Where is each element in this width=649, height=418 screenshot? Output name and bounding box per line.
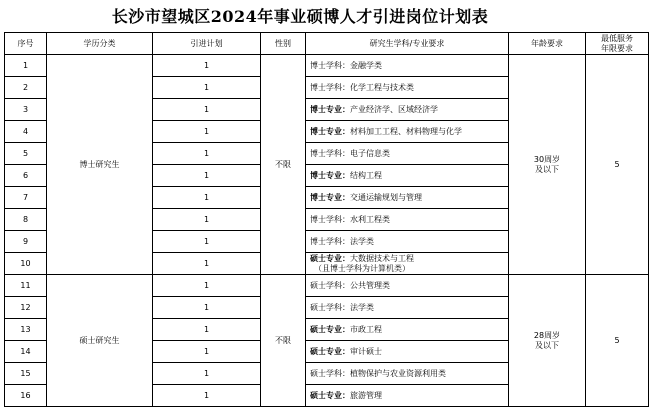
position-plan-table bbox=[4, 32, 649, 407]
requirement-label: 博士专业： bbox=[310, 104, 350, 114]
table-row bbox=[5, 55, 649, 77]
major-requirement bbox=[306, 77, 509, 99]
requirement-value: 植物保护与农业资源利用类 bbox=[350, 368, 446, 378]
plan-count: 1 bbox=[153, 121, 261, 143]
requirement-label: 硕士专业： bbox=[310, 390, 350, 400]
requirement-value: 金融学类 bbox=[350, 60, 382, 70]
age-line2: 及以下 bbox=[535, 340, 559, 350]
major-requirement bbox=[306, 319, 509, 341]
header-plan: 引进计划 bbox=[153, 33, 261, 55]
row-number: 15 bbox=[5, 363, 47, 385]
major-requirement bbox=[306, 275, 509, 297]
requirement-label: 硕士专业： bbox=[310, 253, 350, 263]
major-requirement bbox=[306, 143, 509, 165]
row-number: 7 bbox=[5, 187, 47, 209]
major-requirement bbox=[306, 121, 509, 143]
major-requirement bbox=[306, 165, 509, 187]
row-number: 11 bbox=[5, 275, 47, 297]
table-body bbox=[5, 55, 649, 407]
header-gender: 性别 bbox=[261, 33, 306, 55]
document-title: 长沙市望城区2024年事业硕博人才引进岗位计划表 bbox=[111, 7, 489, 26]
gender-requirement: 不限 bbox=[261, 55, 306, 275]
major-requirement bbox=[306, 363, 509, 385]
row-number: 14 bbox=[5, 341, 47, 363]
table-row bbox=[5, 275, 649, 297]
row-number: 10 bbox=[5, 253, 47, 275]
major-requirement bbox=[306, 385, 509, 407]
plan-count: 1 bbox=[153, 209, 261, 231]
requirement-label: 硕士专业： bbox=[310, 346, 350, 356]
major-requirement bbox=[306, 297, 509, 319]
header-no: 序号 bbox=[5, 33, 47, 55]
requirement-value: 大数据技术与工程 bbox=[350, 253, 414, 263]
requirement-label: 硕士专业： bbox=[310, 324, 350, 334]
major-requirement bbox=[306, 209, 509, 231]
requirement-label: 硕士学科： bbox=[310, 302, 350, 312]
plan-count: 1 bbox=[153, 341, 261, 363]
requirement-label: 博士专业： bbox=[310, 126, 350, 136]
requirement-label: 博士学科： bbox=[310, 148, 350, 158]
header-category: 学历分类 bbox=[47, 33, 153, 55]
plan-count: 1 bbox=[153, 385, 261, 407]
header-service-years bbox=[586, 33, 649, 55]
age-line2: 及以下 bbox=[535, 164, 559, 174]
age-requirement bbox=[509, 55, 586, 275]
requirement-value: 审计硕士 bbox=[350, 346, 382, 356]
header-service-line1: 最低服务 bbox=[601, 33, 633, 43]
plan-count: 1 bbox=[153, 319, 261, 341]
header-age: 年龄要求 bbox=[509, 33, 586, 55]
plan-count: 1 bbox=[153, 55, 261, 77]
row-number: 4 bbox=[5, 121, 47, 143]
requirement-value: 产业经济学、区域经济学 bbox=[350, 104, 438, 114]
row-number: 5 bbox=[5, 143, 47, 165]
header-row bbox=[5, 33, 649, 55]
requirement-value: 材料加工工程、材料物理与化学 bbox=[350, 126, 462, 136]
requirement-label: 博士专业： bbox=[310, 170, 350, 180]
requirement-label: 硕士学科： bbox=[310, 368, 350, 378]
requirement-value: 交通运输规划与管理 bbox=[350, 192, 422, 202]
plan-count: 1 bbox=[153, 297, 261, 319]
education-category: 博士研究生 bbox=[47, 55, 153, 275]
requirement-value: 化学工程与技术类 bbox=[350, 82, 414, 92]
plan-count: 1 bbox=[153, 99, 261, 121]
plan-count: 1 bbox=[153, 231, 261, 253]
age-requirement bbox=[509, 275, 586, 407]
requirement-label: 博士学科： bbox=[310, 60, 350, 70]
requirement-value: 旅游管理 bbox=[350, 390, 382, 400]
requirement-value: 公共管理类 bbox=[350, 280, 390, 290]
requirement-value: 法学类 bbox=[350, 302, 374, 312]
gender-requirement: 不限 bbox=[261, 275, 306, 407]
row-number: 1 bbox=[5, 55, 47, 77]
major-requirement bbox=[306, 341, 509, 363]
row-number: 8 bbox=[5, 209, 47, 231]
row-number: 13 bbox=[5, 319, 47, 341]
header-major: 研究生学科/专业要求 bbox=[306, 33, 509, 55]
requirement-value: 市政工程 bbox=[350, 324, 382, 334]
header-service-line2: 年限要求 bbox=[601, 43, 633, 53]
requirement-label: 硕士学科： bbox=[310, 280, 350, 290]
plan-count: 1 bbox=[153, 165, 261, 187]
requirement-label: 博士学科： bbox=[310, 236, 350, 246]
requirement-label: 博士学科： bbox=[310, 82, 350, 92]
plan-count: 1 bbox=[153, 275, 261, 297]
requirement-label: 博士专业： bbox=[310, 192, 350, 202]
plan-count: 1 bbox=[153, 253, 261, 275]
service-years: 5 bbox=[586, 55, 649, 275]
major-requirement bbox=[306, 99, 509, 121]
requirement-value: 电子信息类 bbox=[350, 148, 390, 158]
plan-count: 1 bbox=[153, 187, 261, 209]
plan-count: 1 bbox=[153, 143, 261, 165]
row-number: 9 bbox=[5, 231, 47, 253]
requirement-note: （且博士学科为计算机类） bbox=[314, 263, 410, 273]
education-category: 硕士研究生 bbox=[47, 275, 153, 407]
major-requirement bbox=[306, 187, 509, 209]
requirement-value: 结构工程 bbox=[350, 170, 382, 180]
row-number: 12 bbox=[5, 297, 47, 319]
requirement-value: 水利工程类 bbox=[350, 214, 390, 224]
major-requirement bbox=[306, 231, 509, 253]
row-number: 3 bbox=[5, 99, 47, 121]
age-line1: 28周岁 bbox=[533, 330, 561, 340]
row-number: 2 bbox=[5, 77, 47, 99]
service-years: 5 bbox=[586, 275, 649, 407]
plan-count: 1 bbox=[153, 77, 261, 99]
major-requirement bbox=[306, 55, 509, 77]
row-number: 6 bbox=[5, 165, 47, 187]
age-line1: 30周岁 bbox=[533, 154, 561, 164]
row-number: 16 bbox=[5, 385, 47, 407]
requirement-value: 法学类 bbox=[350, 236, 374, 246]
major-requirement bbox=[306, 253, 509, 275]
requirement-label: 博士学科： bbox=[310, 214, 350, 224]
plan-count: 1 bbox=[153, 363, 261, 385]
